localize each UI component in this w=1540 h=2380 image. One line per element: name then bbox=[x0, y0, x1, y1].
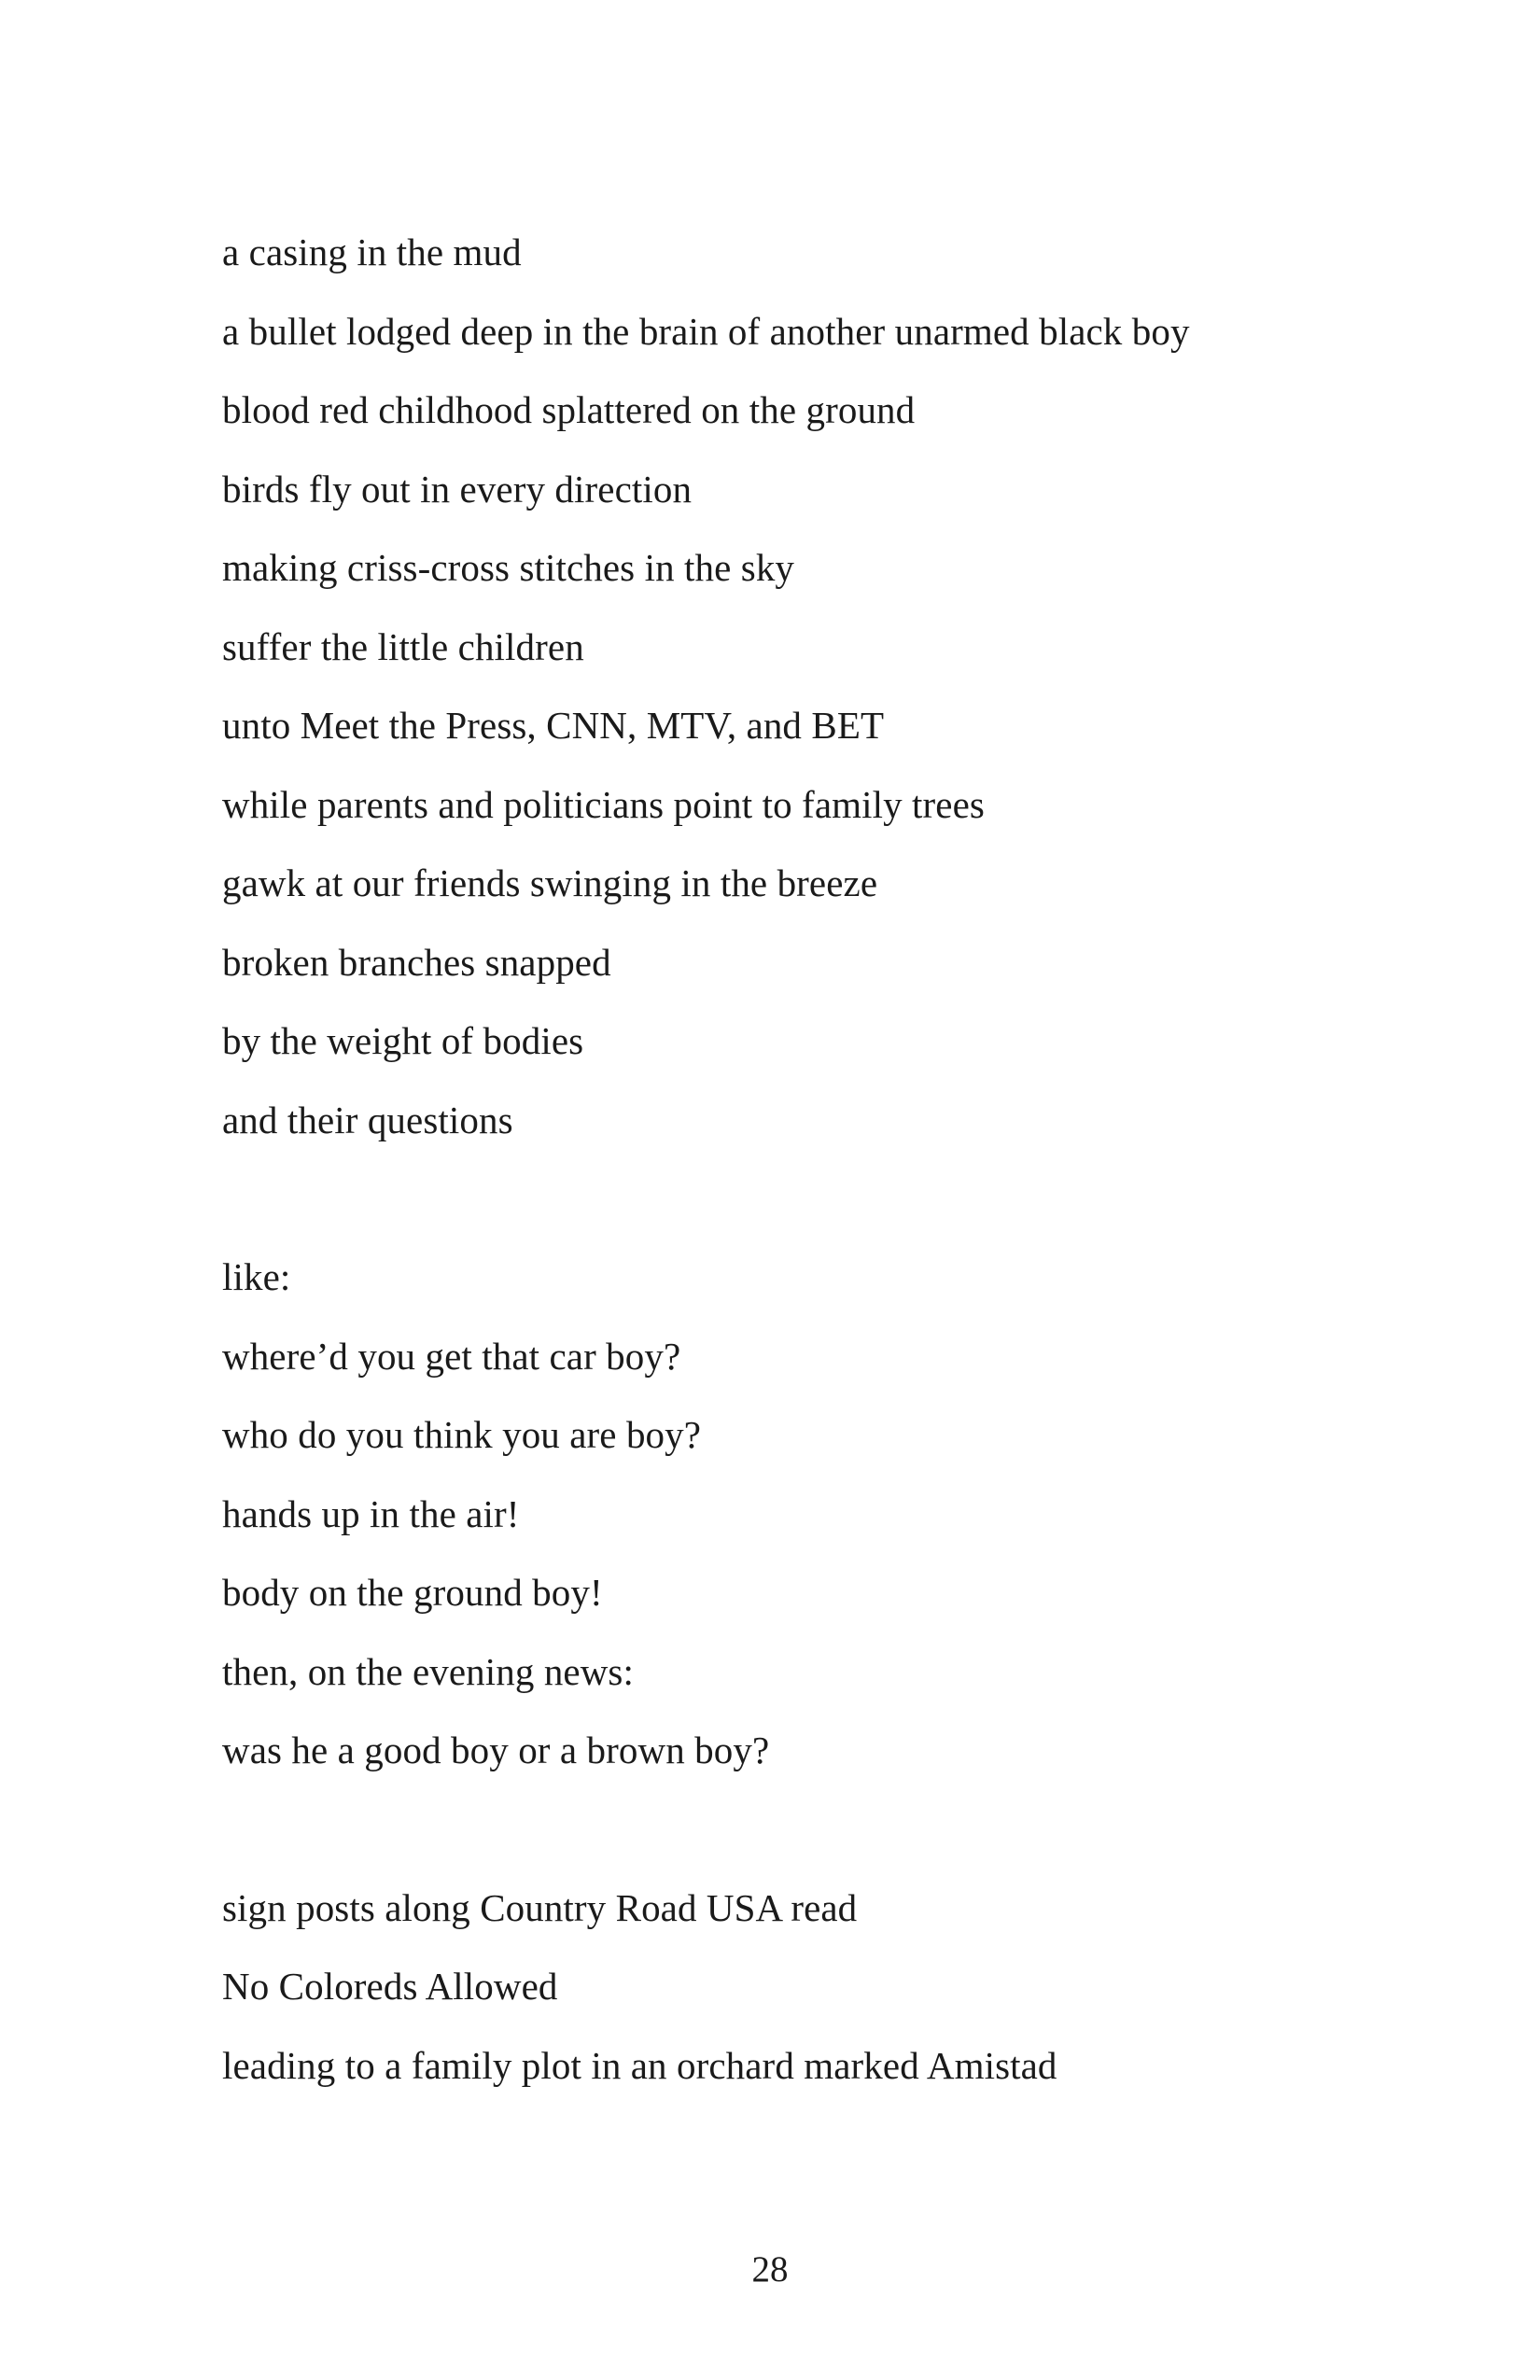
poem-line: like: bbox=[222, 1255, 291, 1298]
poem-line: gawk at our friends swinging in the breeze bbox=[222, 861, 878, 904]
poem-line: hands up in the air! bbox=[222, 1491, 520, 1535]
poem-line: broken branches snapped bbox=[222, 940, 611, 984]
poem-line: then, on the evening news: bbox=[222, 1649, 634, 1693]
poem-line: No Coloreds Allowed bbox=[222, 1965, 558, 2008]
poem-line: a bullet lodged deep in the brain of another unarmed black boy bbox=[222, 309, 1190, 353]
poem-line: body on the ground boy! bbox=[222, 1571, 603, 1614]
stanza-1 bbox=[222, 213, 1435, 1159]
poem-line: where’d you get that car boy? bbox=[222, 1334, 681, 1378]
poem-line: while parents and politicians point to family trees bbox=[222, 782, 985, 826]
stanza-2 bbox=[222, 1238, 1435, 1790]
poem-body bbox=[222, 213, 1435, 2105]
poem-line: a casing in the mud bbox=[222, 231, 522, 273]
poem-line: blood red childhood splattered on the ground bbox=[222, 388, 916, 431]
poem-line: leading to a family plot in an orchard marked Amistad bbox=[222, 2043, 1057, 2087]
stanza-3 bbox=[222, 1869, 1435, 2106]
poem-line: making criss-cross stitches in the sky bbox=[222, 546, 795, 589]
poem-line: who do you think you are boy? bbox=[222, 1413, 702, 1456]
poem-line: birds fly out in every direction bbox=[222, 467, 693, 511]
poem-line: sign posts along Country Road USA read bbox=[222, 1885, 858, 1929]
poem-line: suffer the little children bbox=[222, 624, 584, 668]
poem-line: unto Meet the Press, CNN, MTV, and BET bbox=[222, 704, 885, 747]
page-number: 28 bbox=[751, 2249, 789, 2289]
poem-line: and their questions bbox=[222, 1098, 513, 1141]
poem-line: by the weight of bodies bbox=[222, 1019, 584, 1062]
poem-line: was he a good boy or a brown boy? bbox=[222, 1729, 770, 1771]
